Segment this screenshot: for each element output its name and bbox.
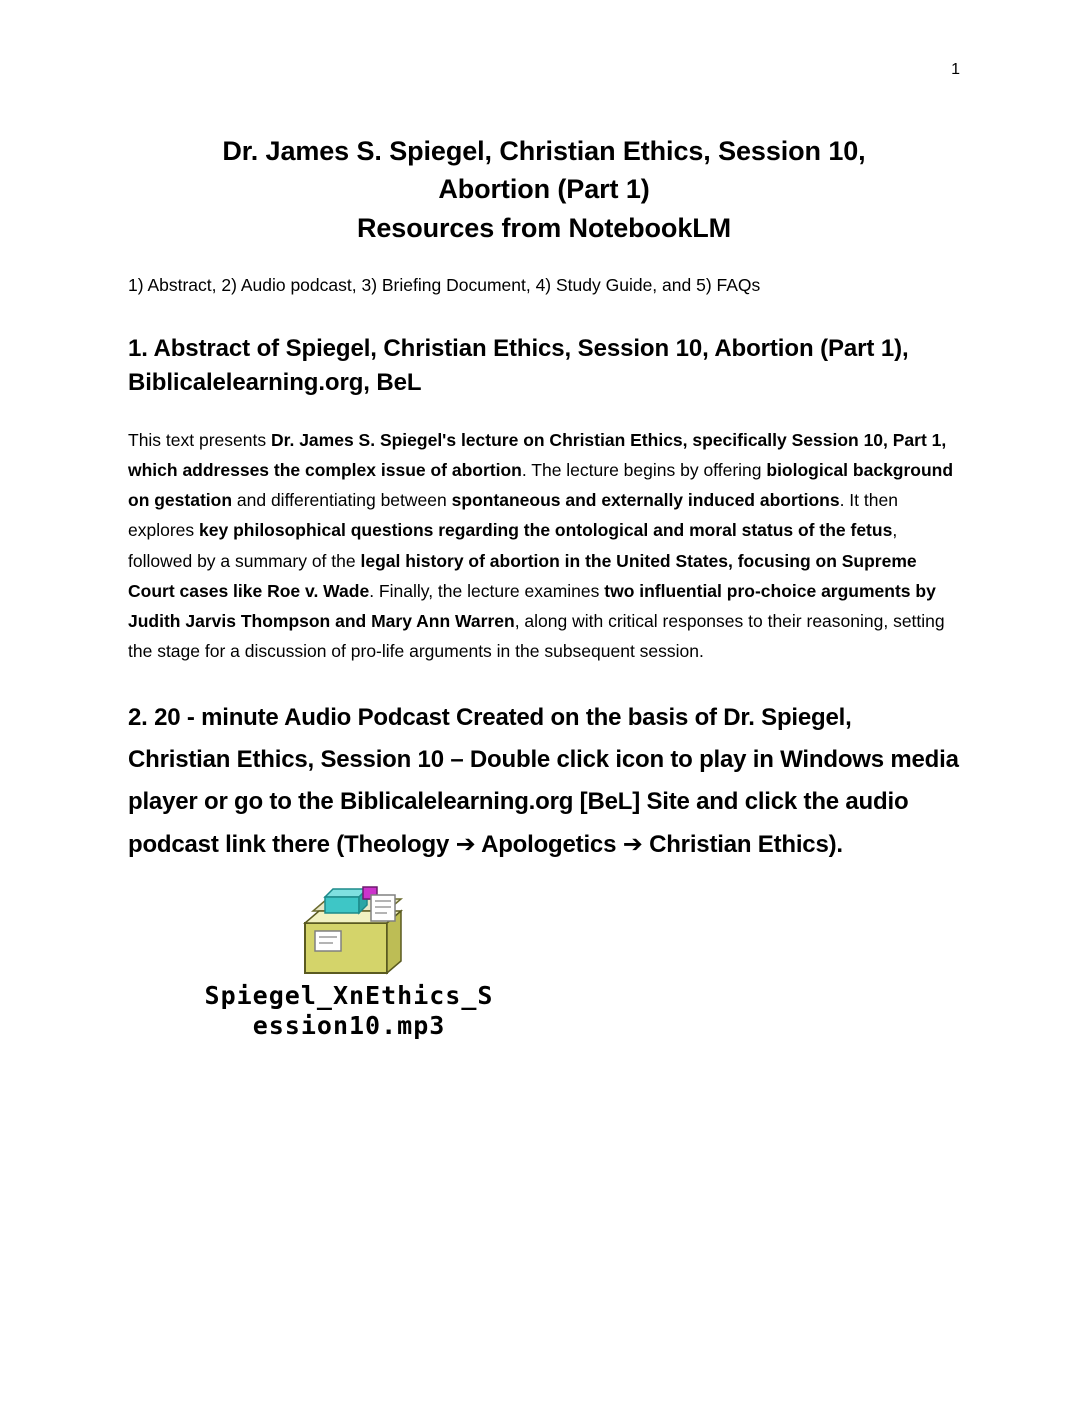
abstract-text-4: . It then explores — [128, 490, 898, 541]
arrow-right-icon-2: ➔ — [622, 830, 643, 859]
abstract-text-5: , followed by a summary of the — [128, 520, 898, 571]
section-2-heading-part-1: 2. 20 - minute Audio Podcast Created on the basis of Dr. Spiegel, Christian Ethics, Session 10 – Double click icon to play in Windows media player or go to the Biblicalelearning.org [BeL] Site and click the audio podcast link there (Theology — [128, 703, 959, 859]
audio-attachment[interactable] — [134, 881, 564, 1042]
section-2-heading — [128, 697, 960, 867]
abstract-text-3: and differentiating between — [232, 490, 452, 511]
page-number: 1 — [951, 61, 960, 78]
section-2-heading-part-2: Apologetics — [475, 831, 623, 859]
title-line-3: Resources from NotebookLM — [356, 212, 732, 243]
package-box-icon[interactable] — [283, 881, 415, 979]
abstract-bold-4: key philosophical questions regarding the ontological and moral status of the fetus — [199, 520, 893, 541]
abstract-text-6: . Finally, the lecture examines — [369, 580, 605, 601]
abstract-bold-3: spontaneous and externally induced abortions — [451, 490, 840, 511]
document-title — [128, 132, 960, 247]
section-1-paragraph — [128, 425, 960, 667]
title-line-1: Dr. James S. Spiegel, Christian Ethics, Session 10, — [222, 136, 866, 166]
arrow-right-icon: ➔ — [455, 830, 476, 859]
attachment-filename — [134, 981, 564, 1042]
title-line-2: Abortion (Part 1) — [438, 174, 650, 205]
section-2-heading-part-3: Christian Ethics). — [642, 831, 843, 859]
abstract-bold-5: legal history of abortion in the United States, focusing on Supreme Court cases like Roe v. Wade — [128, 550, 917, 601]
abstract-text-7: , along with critical responses to their reasoning, setting the stage for a discussion of pro-life arguments in the subsequent session. — [128, 611, 945, 662]
abstract-text-2: . The lecture begins by offering — [521, 459, 767, 480]
attachment-filename-line-2: ession10.mp3 — [252, 1011, 446, 1041]
abstract-bold-2: biological background on gestation — [128, 459, 954, 511]
resource-list-line: 1) Abstract, 2) Audio podcast, 3) Briefing Document, 4) Study Guide, and 5) FAQs — [128, 274, 761, 295]
abstract-bold-6: two influential pro-choice arguments by Judith Jarvis Thompson and Mary Ann Warren — [128, 580, 936, 632]
abstract-text-1: This text presents — [128, 429, 271, 450]
section-1-heading: 1. Abstract of Spiegel, Christian Ethics, Session 10, Abortion (Part 1), Biblicalelearning.org, BeL — [128, 335, 909, 397]
attachment-filename-line-1: Spiegel_XnEthics_S — [204, 980, 494, 1010]
abstract-bold-1: Dr. James S. Spiegel's lecture on Christian Ethics, specifically Session 10, Part 1, which addresses the complex issue of abortion — [128, 429, 947, 480]
